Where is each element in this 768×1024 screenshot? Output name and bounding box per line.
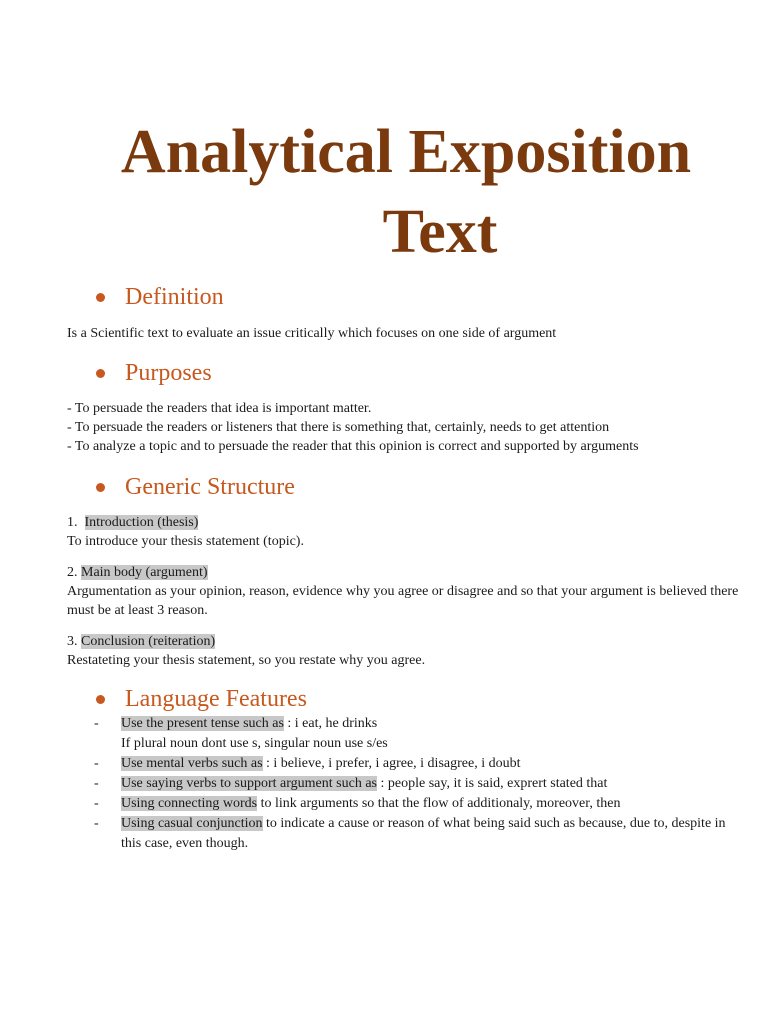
purpose-item: - To analyze a topic and to persuade the reader that this opinion is correct and supported by arguments bbox=[67, 439, 639, 454]
structure-label: Main body (argument) bbox=[81, 565, 208, 580]
bullet-icon bbox=[96, 369, 105, 378]
heading-generic-structure bbox=[92, 472, 295, 502]
structure-desc-2: Argumentation as your opinion, reason, evidence why you agree or disagree and so that your argument is believed there must be at least 3 reason. bbox=[67, 584, 739, 618]
title-line-1: Analytical Exposition bbox=[120, 118, 692, 186]
structure-desc-1: To introduce your thesis statement (topic). bbox=[67, 534, 304, 549]
dash-marker: - bbox=[94, 756, 99, 771]
bullet-icon bbox=[96, 293, 105, 302]
structure-number: 1. bbox=[67, 515, 78, 530]
structure-item-1 bbox=[67, 513, 198, 532]
heading-language-features bbox=[92, 684, 307, 714]
structure-number: 2. bbox=[67, 565, 78, 580]
feature-highlight: Use the present tense such as bbox=[121, 716, 284, 731]
feature-rest: : people say, it is said, exprert stated that bbox=[376, 776, 608, 791]
feature-rest: to indicate a cause or reason of what being said such as because, due to, despite in this case, even though. bbox=[121, 816, 726, 851]
bullet-icon bbox=[96, 695, 105, 704]
dash-marker: - bbox=[94, 816, 99, 831]
title-line-2: Text bbox=[382, 198, 498, 266]
structure-label: Introduction (thesis) bbox=[84, 515, 199, 530]
bullet-icon bbox=[96, 483, 105, 492]
heading-definition-label: Definition bbox=[125, 284, 224, 310]
feature-rest: : i eat, he drinks bbox=[283, 716, 378, 731]
heading-generic-structure-label: Generic Structure bbox=[125, 474, 295, 500]
purpose-item: - To persuade the readers that idea is important matter. bbox=[67, 401, 372, 416]
structure-desc-3: Restateting your thesis statement, so you restate why you agree. bbox=[67, 653, 426, 668]
feature-rest: to link arguments so that the flow of additionaly, moreover, then bbox=[257, 796, 621, 811]
dash-marker: - bbox=[94, 796, 99, 811]
structure-number: 3. bbox=[67, 634, 78, 649]
structure-item-2 bbox=[67, 563, 208, 582]
dash-marker: - bbox=[94, 776, 99, 791]
heading-definition bbox=[92, 282, 224, 312]
definition-text: Is a Scientific text to evaluate an issue critically which focuses on one side of argument bbox=[67, 326, 557, 341]
dash-marker: - bbox=[94, 716, 99, 731]
feature-highlight: Using casual conjunction bbox=[121, 816, 263, 831]
feature-highlight: Using connecting words bbox=[121, 796, 258, 811]
structure-label: Conclusion (reiteration) bbox=[81, 634, 216, 649]
feature-highlight: Use mental verbs such as bbox=[121, 756, 263, 771]
feature-extra: If plural noun dont use s, singular noun use s/es bbox=[121, 736, 388, 751]
feature-highlight: Use saying verbs to support argument such as bbox=[121, 776, 377, 791]
heading-purposes bbox=[92, 358, 212, 388]
heading-purposes-label: Purposes bbox=[125, 360, 212, 386]
heading-language-features-label: Language Features bbox=[125, 686, 307, 712]
feature-rest: : i believe, i prefer, i agree, i disagree, i doubt bbox=[262, 756, 521, 771]
structure-item-3 bbox=[67, 632, 215, 651]
purpose-item: - To persuade the readers or listeners that there is something that, certainly, needs to get attention bbox=[67, 420, 610, 435]
